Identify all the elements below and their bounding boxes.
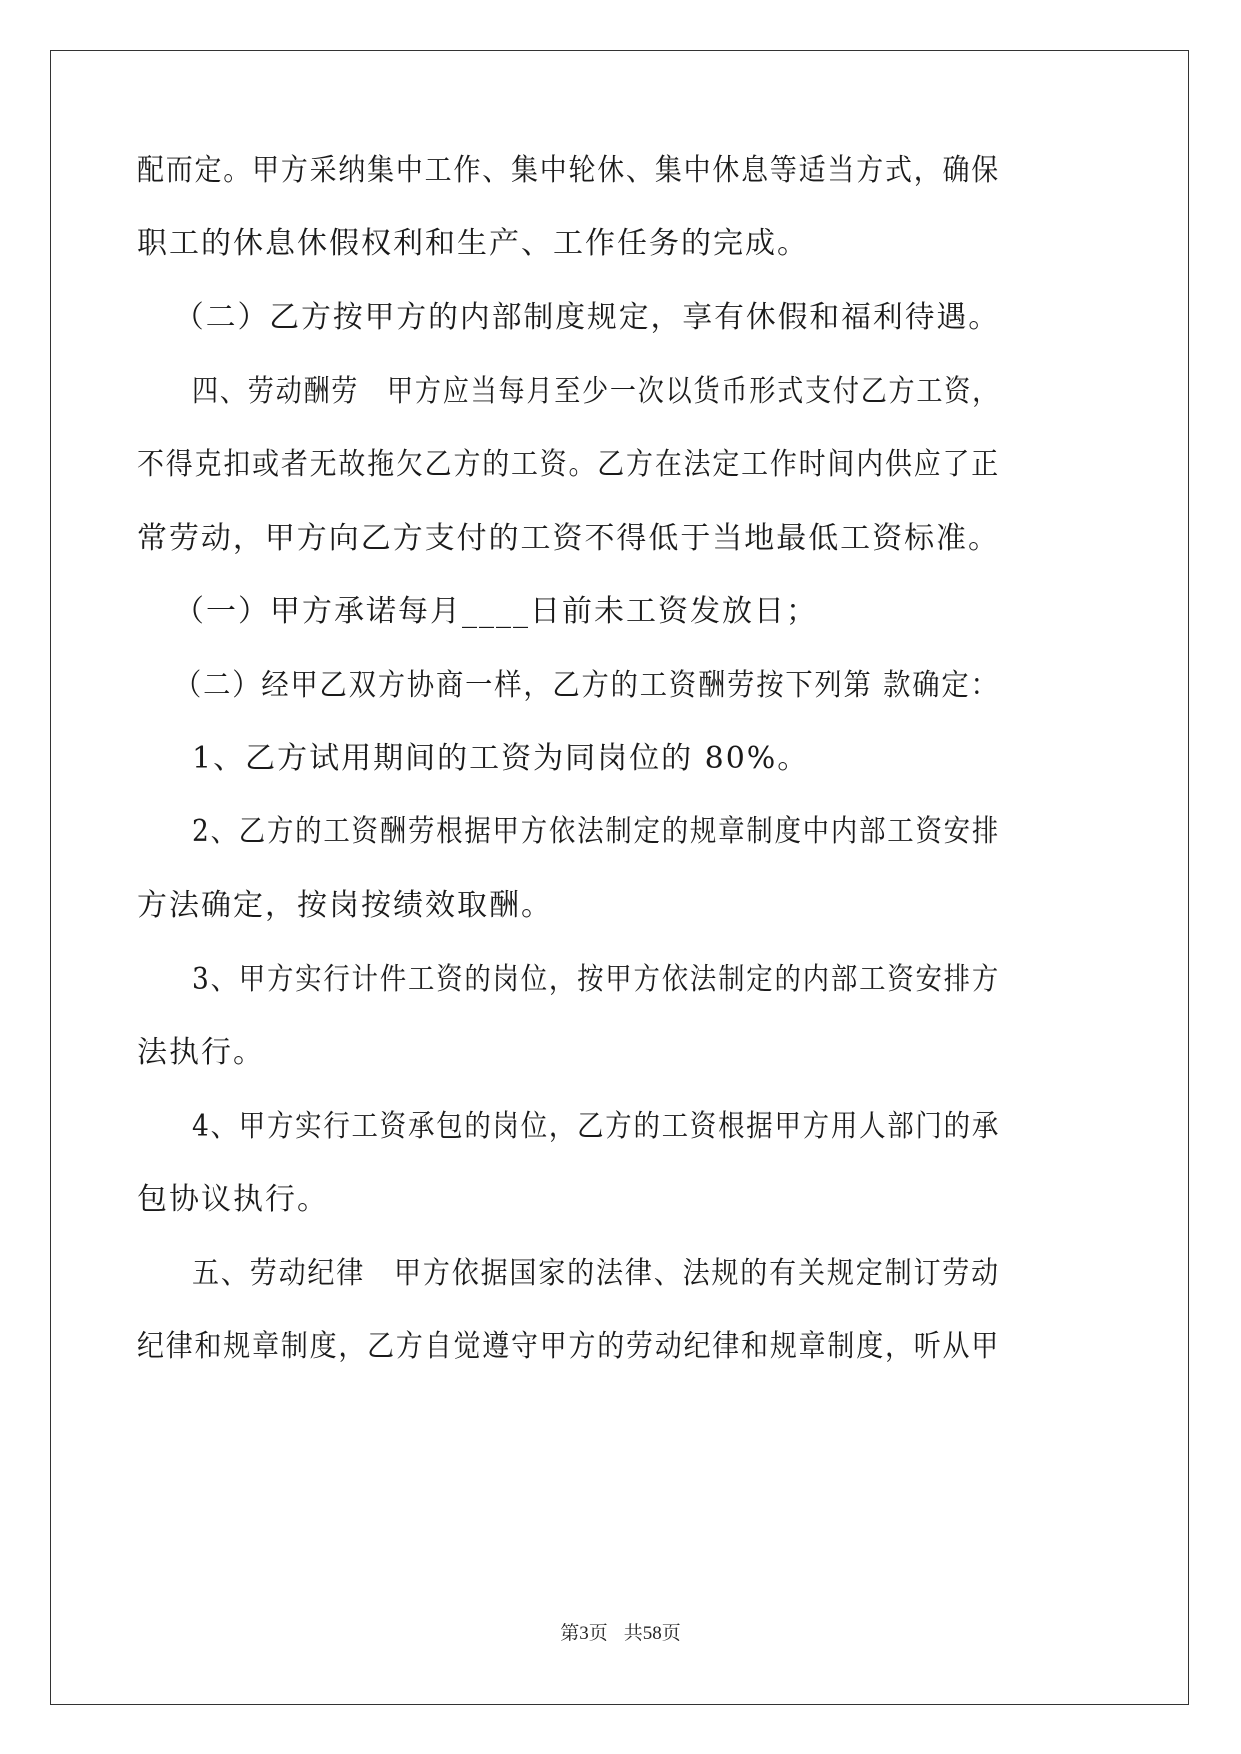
- text-line-9: 1、乙方试用期间的工资为同岗位的 80%。: [192, 741, 810, 776]
- text-line-10: 2、乙方的工资酬劳根据甲方依法制定的规章制度中内部工资安排: [192, 814, 1001, 849]
- text-line-15: 包协议执行。: [137, 1182, 329, 1217]
- text-line-1: 配而定。甲方采纳集中工作、集中轮休、集中休息等适当方式，确保: [137, 153, 1001, 188]
- text-line-14: 4、甲方实行工资承包的岗位，乙方的工资根据甲方用人部门的承: [192, 1109, 1001, 1144]
- text-line-3: （二）乙方按甲方的内部制度规定，享有休假和福利待遇。: [174, 300, 1001, 335]
- text-line-8: （二）经甲乙双方协商一样，乙方的工资酬劳按下列第 款确定：: [174, 668, 1000, 703]
- page-total: 共58页: [623, 1623, 681, 1644]
- text-line-16: 五、劳动纪律 甲方依据国家的法律、法规的有关规定制订劳动: [192, 1256, 1001, 1291]
- text-line-17: 纪律和规章制度，乙方自觉遵守甲方的劳动纪律和规章制度，听从甲: [137, 1329, 1001, 1364]
- text-line-5: 不得克扣或者无故拖欠乙方的工资。乙方在法定工作时间内供应了正: [137, 447, 1001, 482]
- page-footer: [0, 1622, 1241, 1646]
- text-line-12: 3、甲方实行计件工资的岗位，按甲方依法制定的内部工资安排方: [192, 962, 1001, 997]
- text-line-13: 法执行。: [137, 1035, 265, 1070]
- text-line-6: 常劳动，甲方向乙方支付的工资不得低于当地最低工资标准。: [137, 521, 1000, 556]
- text-line-4: 四、劳动酬劳 甲方应当每月至少一次以货币形式支付乙方工资，: [192, 374, 1001, 409]
- text-line-11: 方法确定，按岗按绩效取酬。: [137, 888, 553, 923]
- page-number: 第3页: [560, 1623, 608, 1644]
- text-line-7: （一）甲方承诺每月____日前未工资发放日；: [174, 594, 818, 629]
- text-line-2: 职工的休息休假权利和生产、工作任务的完成。: [137, 226, 809, 261]
